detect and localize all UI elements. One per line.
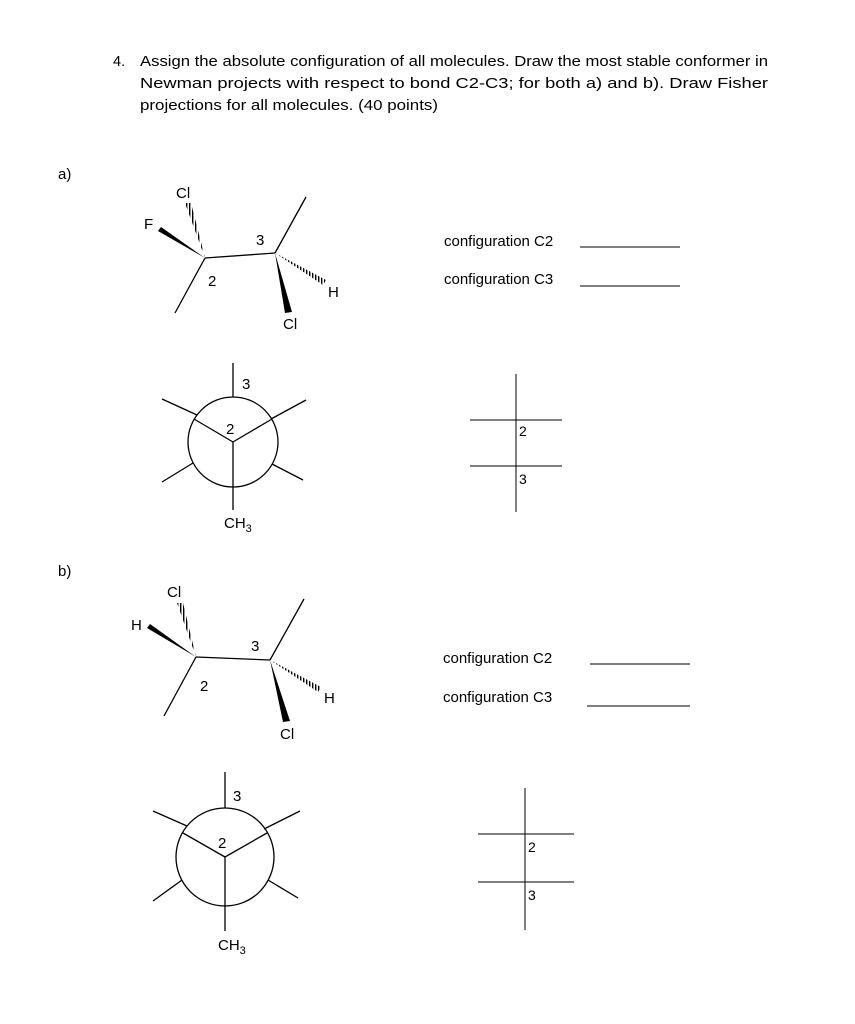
b-newman-back-lower-right [268, 880, 298, 898]
part-b-fischer [478, 788, 574, 930]
part-b-label: b) [58, 563, 72, 580]
b-bond-c2-down [164, 657, 196, 716]
question-line-2: Newman projects with respect to bond C2-C3; for both a) and b). Draw Fisher [140, 76, 769, 92]
question-line-1: Assign the absolute configuration of all molecules. Draw the most stable conformer in [140, 54, 768, 70]
b-carbon-2: 2 [200, 678, 209, 695]
a-config-c3-label: configuration C3 [444, 271, 554, 288]
a-fischer-c2: 2 [519, 423, 527, 439]
a-newman-front-carbon: 2 [226, 421, 235, 438]
b-fischer-labels [528, 839, 536, 903]
a-atom-cl-bottom: Cl [283, 316, 298, 333]
b-newman-ch: CH [218, 937, 240, 954]
part-a-label: a) [58, 166, 72, 183]
b-newman-front-right [225, 833, 267, 857]
part-a [58, 166, 680, 535]
part-b-answers [443, 650, 690, 706]
a-newman-ch3 [224, 515, 252, 535]
a-fischer-c3: 3 [519, 471, 527, 487]
b-newman-ch3-subscript: 3 [239, 945, 246, 957]
a-fischer-labels [519, 423, 527, 487]
a-structure-labels [144, 185, 339, 333]
b-hash-cl-top [177, 603, 196, 657]
a-bond-c3-up [275, 197, 306, 253]
b-newman-labels [218, 788, 246, 957]
a-newman-back-upper-left [162, 399, 197, 415]
b-newman-ch3 [218, 937, 246, 957]
b-carbon-3: 3 [251, 638, 260, 655]
b-atom-cl-top: Cl [167, 584, 182, 601]
b-structure-labels [131, 584, 335, 743]
b-newman-back-upper-left [153, 811, 187, 826]
a-newman-front-right [233, 419, 272, 442]
a-newman-back-lower-right [272, 464, 303, 480]
a-bond-c2-down [175, 258, 205, 313]
b-atom-cl-bottom: Cl [280, 726, 295, 743]
question-number: 4. [113, 54, 126, 70]
a-newman-ch3-subscript: 3 [245, 523, 252, 535]
question-header [113, 54, 768, 114]
a-atom-f: F [144, 216, 154, 233]
b-newman-back-lower-left [153, 880, 182, 901]
a-carbon-3: 3 [256, 232, 265, 249]
part-b [58, 563, 690, 957]
part-a-answers [444, 233, 680, 288]
a-bond-c2-c3 [205, 253, 275, 258]
b-config-c3-label: configuration C3 [443, 689, 553, 706]
a-newman-back-upper-right [271, 400, 306, 419]
part-b-newman [153, 772, 300, 931]
a-config-c2-label: configuration C2 [444, 233, 554, 250]
part-a-fischer [470, 374, 562, 512]
b-atom-h-right: H [324, 690, 335, 707]
a-newman-back-lower-left [162, 463, 193, 482]
b-fischer-c3: 3 [528, 887, 536, 903]
b-bond-c2-c3 [196, 657, 270, 660]
b-fischer-c2: 2 [528, 839, 536, 855]
b-newman-back-carbon: 3 [233, 788, 242, 805]
a-atom-cl-top: Cl [176, 185, 191, 202]
b-bond-c3-up [270, 599, 304, 660]
a-hash-cl-top [185, 203, 205, 258]
a-carbon-2: 2 [208, 273, 217, 290]
b-newman-front-carbon: 2 [218, 835, 227, 852]
b-newman-back-upper-right [264, 811, 300, 829]
b-config-c2-label: configuration C2 [443, 650, 553, 667]
a-newman-ch: CH [224, 515, 246, 532]
a-newman-back-carbon: 3 [242, 376, 251, 393]
question-line-3: projections for all molecules. (40 points) [140, 98, 438, 114]
b-atom-h-left: H [131, 617, 142, 634]
a-atom-h: H [328, 284, 339, 301]
